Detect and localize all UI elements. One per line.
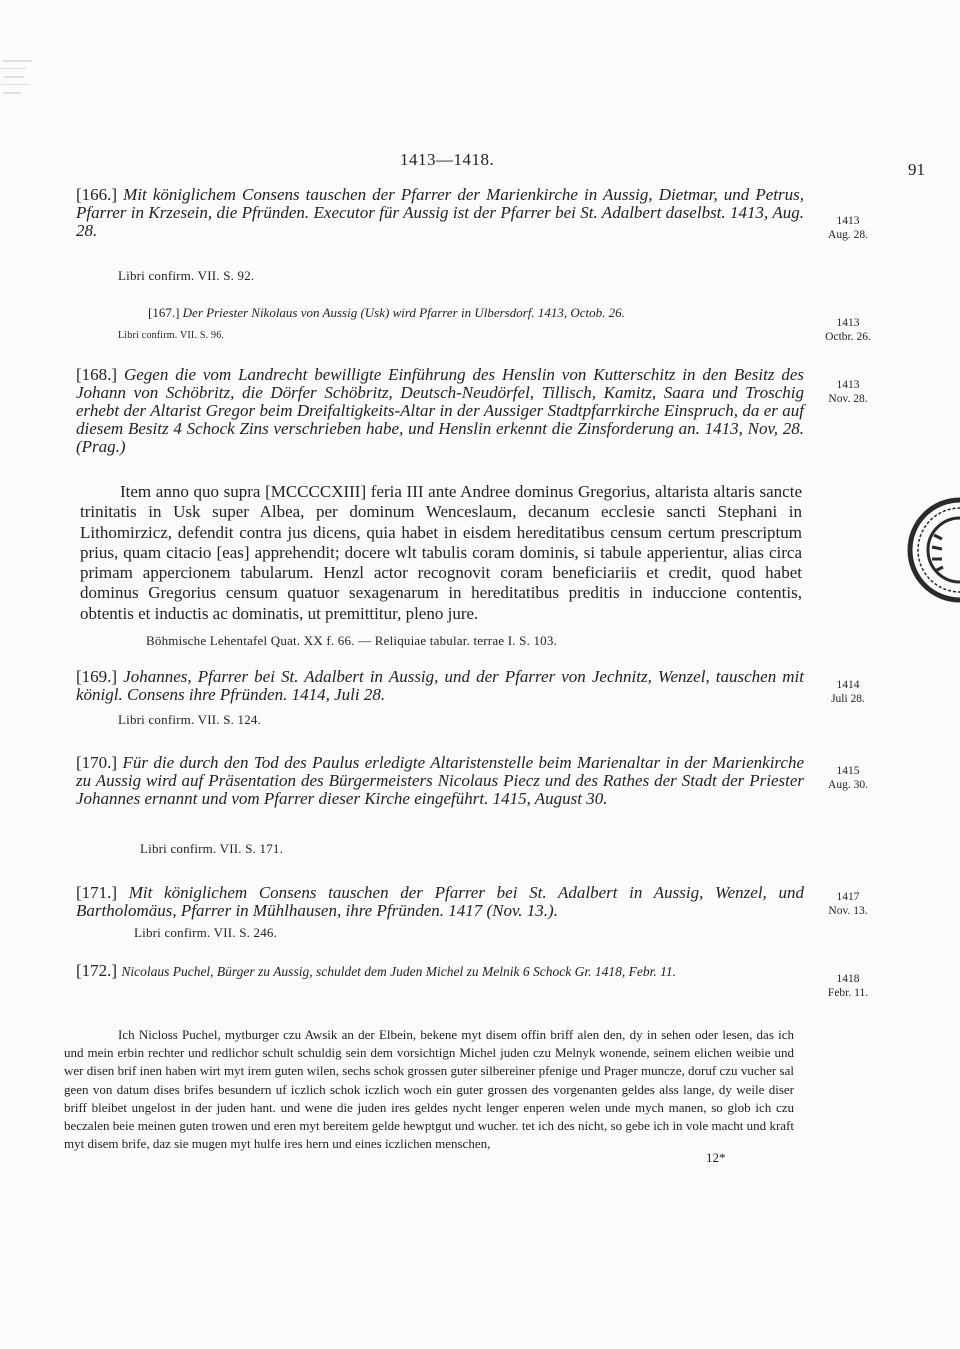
entry-source: Libri confirm. VII. S. 92. <box>118 268 255 283</box>
entry-number: [167.] <box>148 305 180 320</box>
entry-number: [172.] <box>76 961 118 980</box>
entry-regest: Nicolaus Puchel, Bürger zu Aussig, schuldet dem Juden Michel zu Melnik 6 Schock Gr. 1418, Febr. 11. <box>121 964 676 979</box>
entry-169 <box>76 668 804 704</box>
margin-date-168 <box>818 378 878 406</box>
entry-regest: Mit königlichem Consens tauschen der Pfarrer der Marienkirche in Aussig, Dietmar, und Petrus, Pfarrer in Krzesein, die Pfründen. Executor für Aussig ist der Pfarrer bei St. Adalbert daselbst. 1413, Aug. 28. <box>76 185 805 240</box>
margin-day: Nov. 13. <box>828 905 868 917</box>
margin-year: 1413 <box>836 317 860 329</box>
entry-regest: Mit königlichem Consens tauschen der Pfarrer bei St. Adalbert in Aussig, Wenzel, und Bartholomäus, Pfarrer in Mühlhausen, ihre Pfründen. 1417 (Nov. 13.). <box>76 883 804 920</box>
entry-regest: Für die durch den Tod des Paulus erledigte Altaristenstelle beim Marienaltar in der Marienkirche zu Aussig wird auf Präsentation des Bürgermeisters Nicolaus Piecz und des Rathes der Stadt der Priester Johannes ernannt und vom Pfarrer dieser Kirche eingeführt. 1415, August 30. <box>76 753 805 808</box>
entry-number: [170.] <box>76 753 118 772</box>
entry-source: Libri confirm. VII. S. 171. <box>140 841 284 856</box>
entry-regest: Johannes, Pfarrer bei St. Adalbert in Aussig, und der Pfarrer von Jechnitz, Wenzel, tauschen mit königl. Consens ihre Pfründen. 1414, Juli 28. <box>76 667 805 704</box>
entry-source: Libri confirm. VII. S. 124. <box>118 712 262 727</box>
margin-date-169 <box>818 678 878 706</box>
german-source-text <box>64 1026 794 1153</box>
margin-year: 1415 <box>836 765 860 777</box>
margin-date-172 <box>818 972 878 1000</box>
entry-regest: Der Priester Nikolaus von Aussig (Usk) wird Pfarrer in Ulbersdorf. 1413, Octob. 26. <box>182 305 625 320</box>
margin-date-167 <box>818 316 878 344</box>
margin-year: 1413 <box>836 215 860 227</box>
entry-number: [166.] <box>76 185 118 204</box>
page-number: 91 <box>908 160 925 179</box>
margin-day: Juli 28. <box>831 693 865 705</box>
entry-number: [169.] <box>76 667 118 686</box>
entry-171 <box>76 884 804 920</box>
margin-date-166 <box>818 214 878 242</box>
entry-168 <box>76 366 804 456</box>
entry-167 <box>148 304 788 322</box>
margin-year: 1414 <box>836 679 860 691</box>
entry-166 <box>76 186 804 240</box>
running-head: 1413—1418. <box>400 150 495 169</box>
entry-regest: Gegen die vom Landrecht bewilligte Einführung des Henslin von Kutterschitz in den Besitz des Johann von Schöbritz, die Dörfer Schöbritz, Deutsch-Neudörfel, Tillisch, Kamitz, Saara und Troschig erhebt der Altarist Gregor beim Dreifaltigkeits-Altar in der Aussiger Stadtpfarrkirche Einspruch, da er auf diesem Besitz 4 Schock Zins verschrieben habe, und Henslin erkennt die Zinsforderung an. 1413, Nov, 28. (Prag.) <box>76 365 804 456</box>
entry-source: Böhmische Lehentafel Quat. XX f. 66. — Reliquiae tabular. terrae I. S. 103. <box>146 633 558 648</box>
margin-day: Aug. 28. <box>828 229 868 241</box>
margin-day: Febr. 11. <box>827 987 869 999</box>
entry-source: Libri confirm. VII. S. 96. <box>118 330 225 341</box>
margin-date-170 <box>818 764 878 792</box>
entry-number: [171.] <box>76 883 118 902</box>
german-paragraph: Ich Nicloss Puchel, mytburger czu Awsik an der Elbein, bekene myt disem offin briff alen den, dy in sehen oder lesen, das ich und mein erbin rechter und redlichor schult schuldig sein dem vorsichtign Michel juden czu Melnyk wonende, seinem elichen weibie und wer disen brif inen haben wirt myt irem guten wilen, sechs schok grossen guter silbereiner pfenige und Prager muncze, doruf czu vucher sal geen von datum dises brifes besundern uf iczlich schok iczlich woch ein guter grossen des vorgenanten geldes alss lange, dy weile diser briff bleibet ungelost in der juden hant. und wene die juden ires geldes nycht lenger enperen welen unde mych manen, so glob ich czu beczalen beie meinen guten trowen und eren myt bereitem gelde hewptgut und wucher. tet ich des nicht, so gebe ich in vole macht und kraft myt disem brife, daz sie mugen myt hulfe ires hern und eines iczlichen menschen, <box>64 1027 794 1152</box>
entry-number: [168.] <box>76 365 118 384</box>
library-stamp-icon <box>902 495 960 605</box>
entry-source: Libri confirm. VII. S. 246. <box>134 925 278 940</box>
scan-edge-noise <box>0 0 40 110</box>
entry-170 <box>76 754 804 808</box>
signature-mark: 12* <box>706 1150 726 1165</box>
entry-172 <box>76 962 804 981</box>
margin-day: Aug. 30. <box>828 779 868 791</box>
margin-day: Nov. 28. <box>828 393 868 405</box>
margin-year: 1417 <box>836 891 860 903</box>
latin-source-text <box>80 482 802 624</box>
margin-date-171 <box>818 890 878 918</box>
margin-year: 1418 <box>836 973 860 985</box>
margin-day: Octbr. 26. <box>825 331 871 343</box>
margin-year: 1413 <box>836 379 860 391</box>
latin-paragraph: Item anno quo supra [MCCCCXIII] feria III ante Andree dominus Gregorius, altarista altaris sancte trinitatis in Usk super Albea, per dominum Wenceslaum, decanum ecclesie sancti Stephani in Lithomirzicz, defendit contra jus dicens, quia habet in eisdem hereditatibus censum certum prescriptum prius, quam citacio [eas] apprehendit; docere wlt tabulis coram dominis, si tabule apperientur, alias circa primam appercionem tabularum. Henzl actor recognovit coram beneficiariis et credit, quod habet dominus Gregorius censum quatuor sexagenarum in hereditatibus preditis in induccione contentis, obtentis et inductis ac dominatis, ut premittitur, pleno jure. <box>80 482 802 623</box>
